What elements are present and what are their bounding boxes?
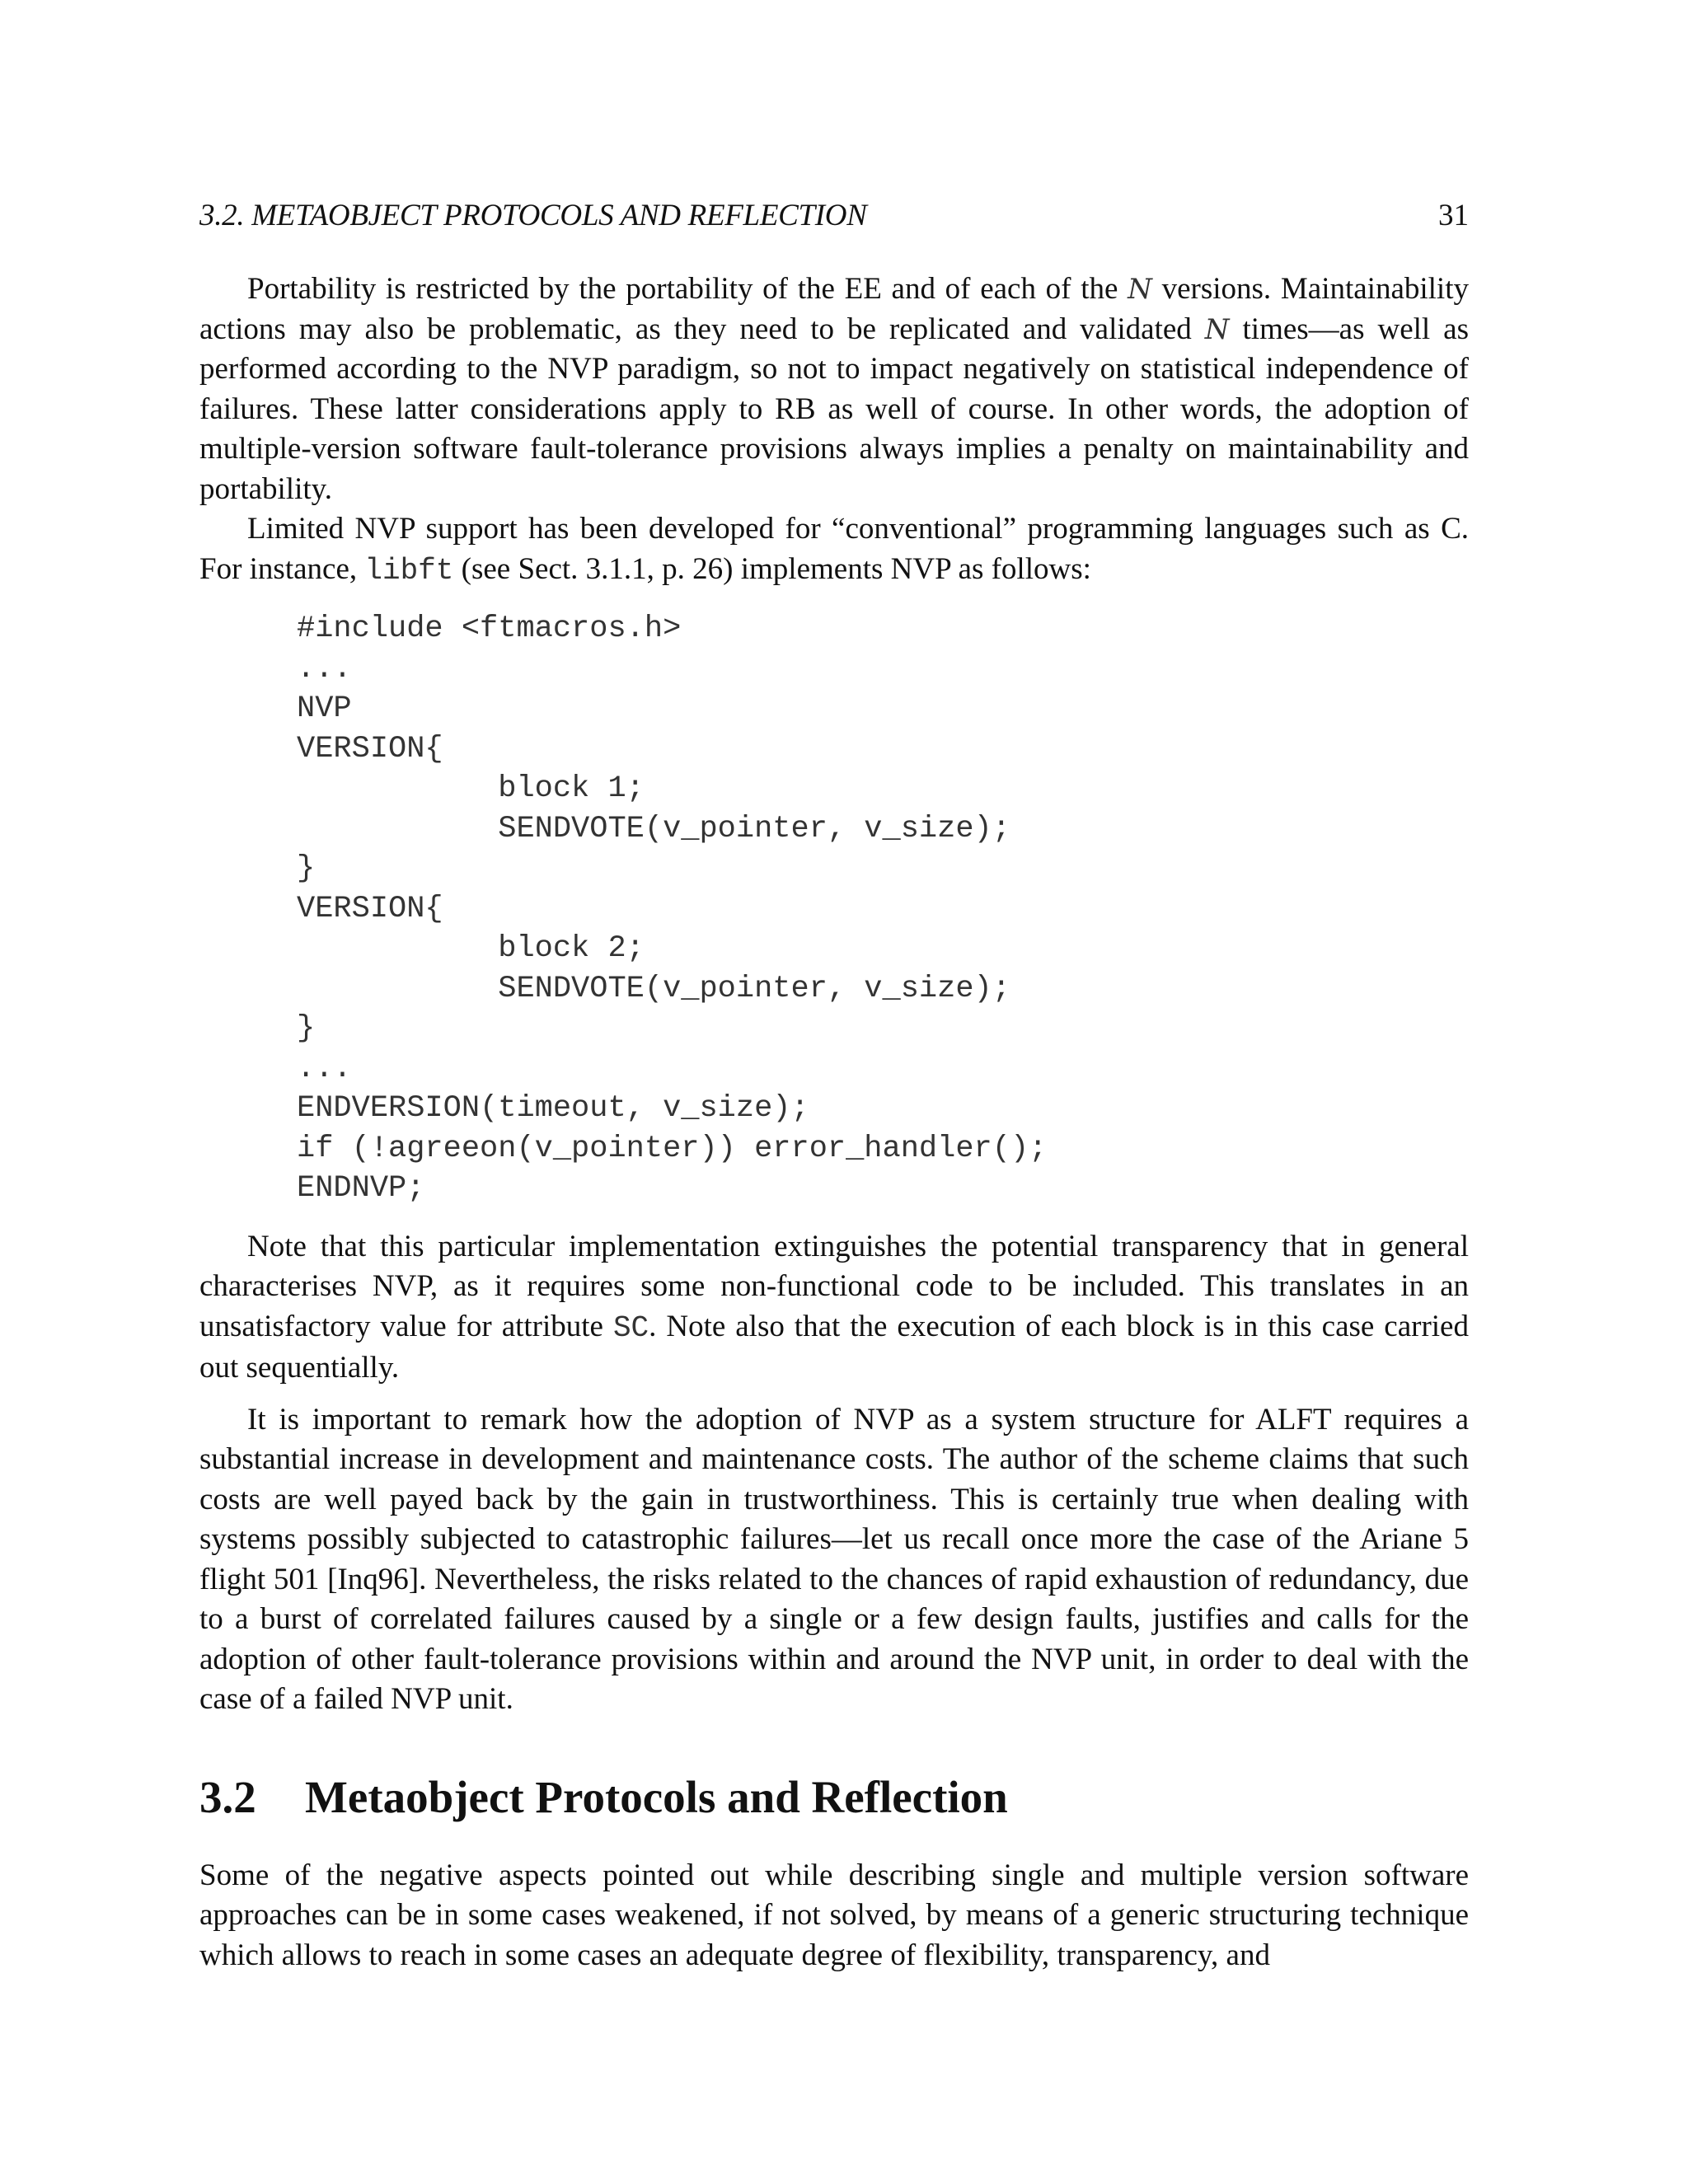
running-head	[199, 198, 1469, 233]
page	[199, 198, 1469, 1975]
section-number: 3.2	[199, 1771, 256, 1822]
text-span: Portability is restricted by the portability of the EE and of each of the	[247, 272, 1128, 306]
page-number: 31	[1438, 199, 1469, 232]
paragraph-portability	[199, 269, 1469, 509]
text-span: Limited NVP support has been developed for “conventional” programming languages such as C. For instance,	[199, 512, 1469, 586]
code-line: }	[297, 1011, 316, 1046]
text-span: times—as well as performed according to the NVP paradigm, so not to impact negatively on statistical independence of failures. These latter considerations apply to RB as well of course. In other words, the adoption of multiple-version software fault-tolerance provisions always implies a penalty on maintainability and portability.	[199, 312, 1469, 506]
section-heading	[199, 1771, 1469, 1823]
code-line: ...	[297, 651, 352, 687]
code-line: block 1;	[297, 771, 645, 806]
code-line: block 2;	[297, 931, 645, 966]
math-n: N	[1204, 312, 1230, 346]
code-line: ENDNVP;	[297, 1171, 425, 1206]
math-n: N	[1128, 273, 1152, 306]
code-line: VERSION{	[297, 731, 443, 766]
code-line: ...	[297, 1051, 352, 1086]
paragraph-costs: It is important to remark how the adoption of NVP as a system structure for ALFT requires a substantial increase in development and maintenance costs. The author of the scheme claims that such costs are well payed back by the gain in trustworthiness. This is certainly true when dealing with systems possibly subjected to catastrophic failures—let us recall once more the case of the Ariane 5 flight 501 [Inq96]. Nevertheless, the risks related to the chances of rapid exhaustion of redundancy, due to a burst of correlated failures caused by a single or a few design faults, justifies and calls for the adoption of other fault-tolerance provisions within and around the NVP unit, in order to deal with the case of a failed NVP unit.	[199, 1402, 1469, 1716]
paragraph-limited-nvp	[199, 509, 1469, 591]
inline-code: libft	[364, 553, 454, 588]
code-line: #include <ftmacros.h>	[297, 612, 682, 646]
code-line: SENDVOTE(v_pointer, v_size);	[297, 811, 1010, 846]
section-title: Metaobject Protocols and Reflection	[305, 1771, 1008, 1822]
text-span: versions. Maintainability actions may also be problematic, as they need to be replicated and validated	[199, 272, 1469, 346]
attribute-name: SC	[612, 1310, 649, 1345]
code-line: if (!agreeon(v_pointer)) error_handler();	[297, 1131, 1048, 1166]
code-line: ENDVERSION(timeout, v_size);	[297, 1091, 809, 1126]
text-span: Note that this particular implementation extinguishes the potential transparency that in general characterises NVP, as it requires some non-functional code to be included. This translates in an unsatisfactory value for attribute	[199, 1229, 1469, 1343]
code-line: }	[297, 851, 316, 886]
text-span: (see Sect. 3.1.1, p. 26) implements NVP as follows:	[453, 551, 1091, 586]
code-listing	[297, 609, 1469, 1209]
code-line: VERSION{	[297, 891, 443, 926]
paragraph-section-intro: Some of the negative aspects pointed out while describing single and multiple version software approaches can be in some cases weakened, if not solved, by means of a generic structuring technique which allows to reach in some cases an adequate degree of flexibility, transparency, and	[199, 1858, 1469, 1972]
code-line: SENDVOTE(v_pointer, v_size);	[297, 971, 1010, 1006]
code-line: NVP	[297, 691, 352, 726]
running-title: 3.2. METAOBJECT PROTOCOLS AND REFLECTION	[199, 199, 867, 232]
paragraph-implementation-note	[199, 1227, 1469, 1389]
text-span: . Note also that the execution of each block is in this case carried out sequentially.	[199, 1309, 1469, 1385]
